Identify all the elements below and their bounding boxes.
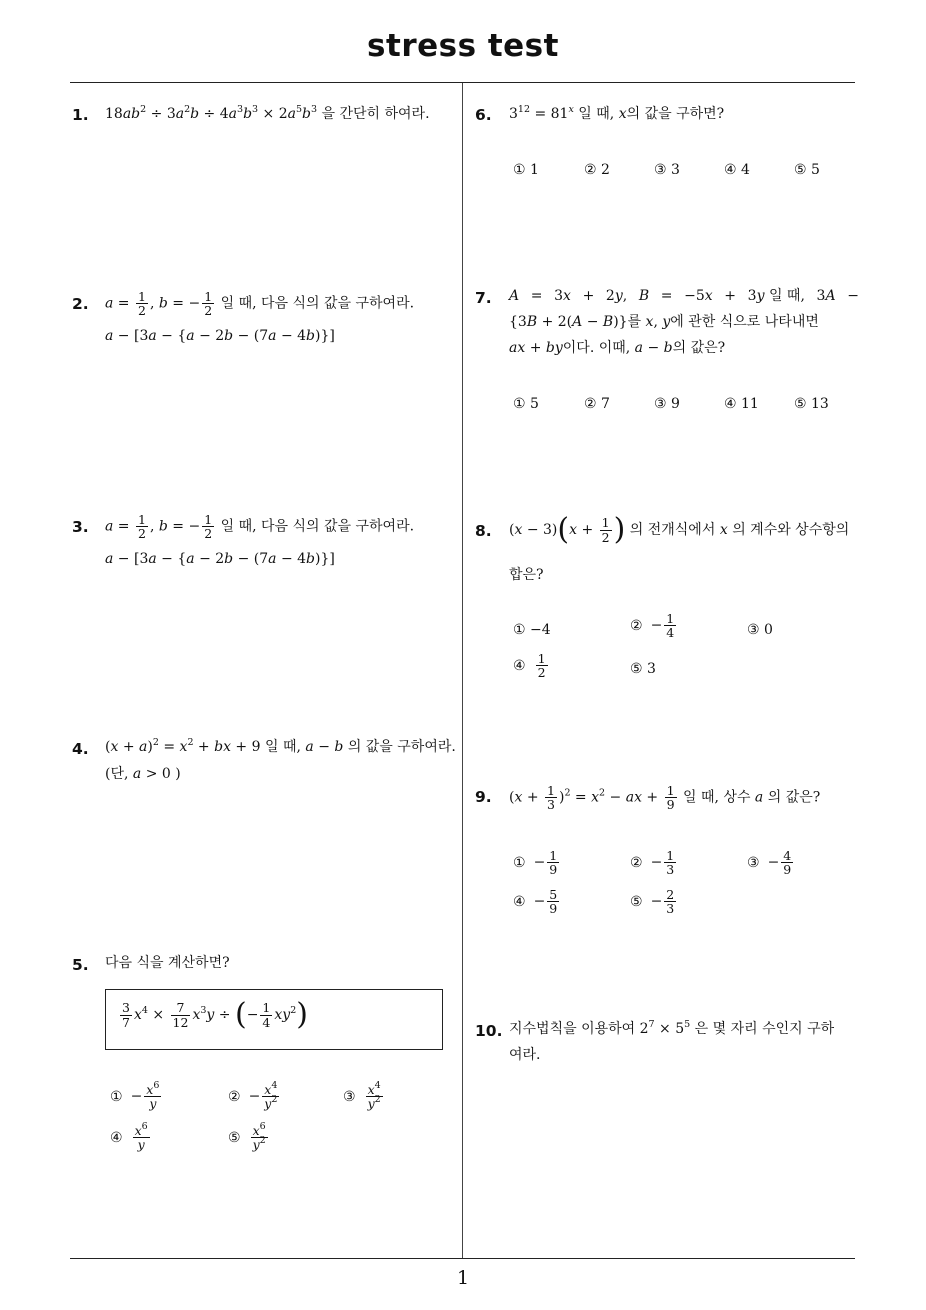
- option-1[interactable]: ① − $\frac{1}{9}$: [513, 848, 558, 878]
- question-text: (x + $\frac{1}{3}$ )$^2 = x^2$ − ax + $\frac{1}{9}$ 일 때, 상수 a 의 값은?: [509, 783, 821, 813]
- option-3[interactable]: ③ $\frac{x^4}{y^2}$: [343, 1080, 381, 1112]
- question-condition: (단, a > 0 ): [105, 766, 181, 782]
- option-5[interactable]: ⑤ 13: [794, 396, 829, 412]
- option-1[interactable]: ① 5: [513, 396, 539, 412]
- question-text: [105, 104, 430, 126]
- question-text: 지수법칙을 이용하여 $2^7 \times 5^5$ 은 몇 자리 수인지 구하: [509, 1019, 835, 1037]
- option-4[interactable]: ④ $\frac{x^6}{y}$: [110, 1121, 148, 1153]
- option-3[interactable]: ③ 0: [747, 622, 773, 638]
- question-text-line-1: A = 3x + 2y, B = −5x + 3y 일 때, 3A −: [509, 288, 859, 304]
- option-3[interactable]: ③ 3: [654, 162, 680, 178]
- question-text-line-2: 합은?: [509, 567, 544, 583]
- column-divider: [462, 83, 463, 1259]
- option-5[interactable]: ⑤ $\frac{x^6}{y^2}$: [228, 1121, 266, 1153]
- question-text: $(x + a)^2 = x^2$ + bx + 9 일 때, a − b 의 값을 구하여라.: [105, 737, 456, 755]
- option-2[interactable]: ② 2: [584, 162, 610, 178]
- bottom-rule: [70, 1258, 855, 1259]
- question-number: 7.: [475, 289, 492, 307]
- question-text-tail: 을 간단히 하여라.: [321, 106, 430, 122]
- question-text: a = $\frac{1}{2}$ , b = − $\frac{1}{2}$ 일 때, 다음 식의 값을 구하여라.: [105, 289, 415, 319]
- question-number: 8.: [475, 522, 492, 540]
- math-expression: a − [3a − {a − 2b − (7a − 4b)}]: [105, 328, 335, 344]
- page-title: stress test: [367, 28, 559, 64]
- question-number: 6.: [475, 106, 492, 124]
- question-number: 5.: [72, 956, 89, 974]
- question-number: 3.: [72, 518, 89, 536]
- question-text: 다음 식을 계산하면?: [105, 955, 230, 971]
- option-2[interactable]: ② − $\frac{x^4}{y^2}$: [228, 1080, 278, 1112]
- option-5[interactable]: ⑤ − $\frac{2}{3}$: [630, 887, 675, 917]
- question-text: (x − 3)(x + $\frac{1}{2}$ ) 의 전개식에서 x 의 계수와 상수항의: [509, 512, 850, 547]
- option-4[interactable]: ④ $\frac{1}{2}$: [513, 651, 546, 681]
- question-text-tail: 일 때, 다음 식의 값을 구하여라.: [220, 518, 415, 535]
- question-number: 2.: [72, 295, 89, 313]
- question-number: 9.: [475, 788, 492, 806]
- question-text-tail: 일 때, 다음 식의 값을 구하여라.: [220, 295, 415, 312]
- option-3[interactable]: ③ − $\frac{4}{9}$: [747, 848, 792, 878]
- option-5[interactable]: ⑤ 5: [794, 162, 820, 178]
- option-1[interactable]: ① 1: [513, 162, 539, 178]
- option-4[interactable]: ④ 11: [724, 396, 759, 412]
- option-3[interactable]: ③ 9: [654, 396, 680, 412]
- question-text-line-2: {3B + 2(A − B)}를 x, y에 관한 식으로 나타내면: [509, 314, 819, 330]
- question-text: a = $\frac{1}{2}$ , b = − $\frac{1}{2}$ 일 때, 다음 식의 값을 구하여라.: [105, 512, 415, 542]
- option-1[interactable]: ① − $\frac{x^6}{y}$: [110, 1080, 160, 1112]
- question-text: $3^{12} = 81^x$ 일 때, x의 값을 구하면?: [509, 104, 725, 122]
- math-expression: $\frac{3}{7}$ $x^4$ × $\frac{7}{12}$ $x^3y$ ÷ (− $\frac{1}{4}$ $xy^2$): [122, 997, 308, 1032]
- question-text-line-3: ax + by이다. 이때, a − b의 값은?: [509, 340, 726, 356]
- math-expression: $18ab^2 \div 3a^2b \div 4a^3b^3 \times 2a^5b^3$: [105, 104, 318, 122]
- question-number: 4.: [72, 740, 89, 758]
- option-2[interactable]: ② 7: [584, 396, 610, 412]
- option-4[interactable]: ④ − $\frac{5}{9}$: [513, 887, 558, 917]
- option-2[interactable]: ② − $\frac{1}{3}$: [630, 848, 675, 878]
- option-5[interactable]: ⑤ 3: [630, 661, 656, 677]
- question-number: 10.: [475, 1022, 503, 1040]
- option-4[interactable]: ④ 4: [724, 162, 750, 178]
- option-2[interactable]: ② − $\frac{1}{4}$: [630, 611, 675, 641]
- math-expression: a − [3a − {a − 2b − (7a − 4b)}]: [105, 551, 335, 567]
- question-number: 1.: [72, 106, 89, 124]
- question-text-line-2: 여라.: [509, 1047, 541, 1063]
- option-1[interactable]: ① −4: [513, 622, 551, 638]
- page-number: 1: [456, 1267, 470, 1289]
- expression-box: [105, 989, 443, 1050]
